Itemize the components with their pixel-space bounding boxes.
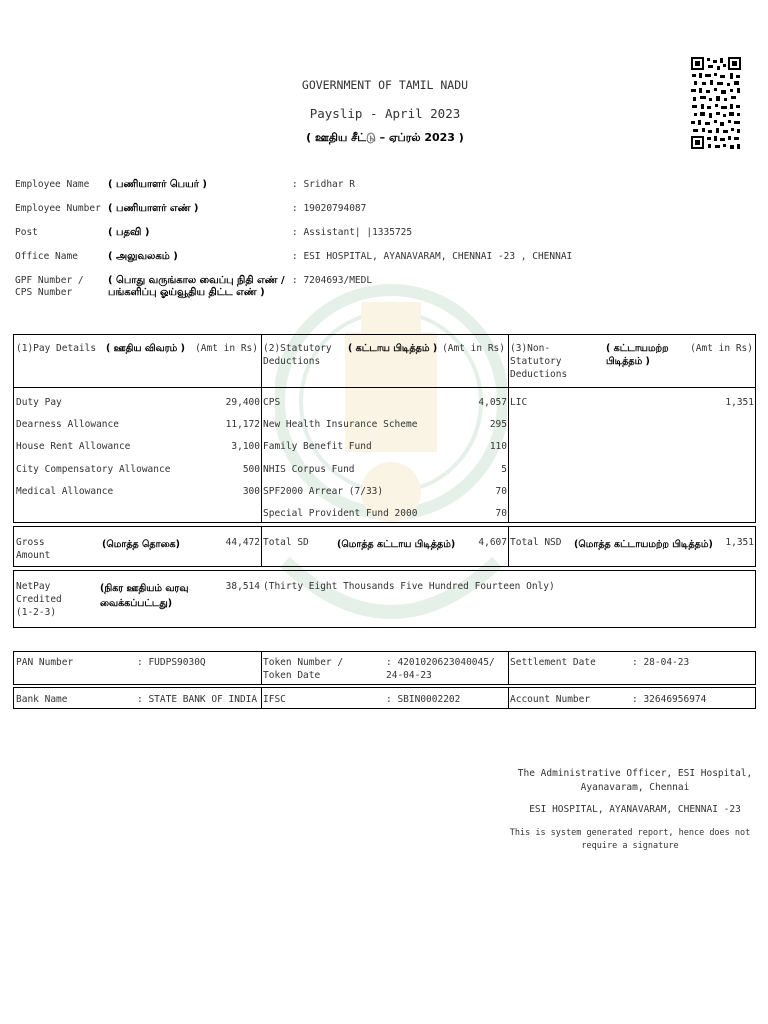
netpay-in-words: (Thirty Eight Thousands Five Hundred Fourteen Only) [263,581,555,592]
statutory-item-amount: 70 [495,508,507,519]
total-nsd-label-tamil: (மொத்த கட்டாயமற்ற பிடித்தம்) [574,539,713,550]
statutory-item-amount: 295 [489,419,507,430]
token-value: : 4201020623040045/ 24-04-23 [386,657,495,681]
office-name-value: : ESI HOSPITAL, AYANAVARAM, CHENNAI -23 , CHENNAI [292,251,573,262]
pay-item-name: House Rent Allowance [16,441,131,452]
statutory-item-name: CPS [263,397,281,408]
gpf-number-value: : 7204693/MEDL [292,275,373,286]
employee-name-row [15,179,755,201]
employee-number-label-tamil: ( பணியாளர் எண் ) [108,203,199,214]
netpay-label-tamil: (நிகர ஊதியம் வரவு வைக்கப்பட்டது) [100,583,189,609]
statutory-item-amount: 4,057 [478,397,507,408]
nonstatutory-header-tamil: ( கட்டாயமற்ற பிடித்தம் ) [606,343,669,367]
qr-code-icon [690,56,742,151]
employee-number-label: Employee Number [15,203,101,214]
pay-item-amount: 3,100 [231,441,260,452]
employee-name-label: Employee Name [15,179,90,190]
tax-token-row [13,651,756,685]
pay-item-name: Duty Pay [16,397,62,408]
statutory-item-amount: 110 [489,441,507,452]
statutory-item-name: Special Provident Fund 2000 [263,508,418,519]
settlement-date-label: Settlement Date [510,657,596,668]
statutory-item-amount: 70 [495,486,507,497]
bank-row [13,687,756,709]
statutory-amt-header: (Amt in Rs) [442,343,505,354]
administrative-officer: The Administrative Officer, ESI Hospital, Ayanavaram, Chennai [517,768,753,793]
post-label-tamil: ( பதவி ) [108,227,150,238]
pay-item-amount: 29,400 [225,397,260,408]
total-nsd-value: 1,351 [725,537,754,548]
gpf-number-row [15,275,755,307]
total-sd-label: Total SD [263,537,309,548]
government-title: GOVERNMENT OF TAMIL NADU [301,78,469,92]
settlement-date-value: : 28-04-23 [632,657,690,668]
gross-amount-value: 44,472 [225,537,260,548]
office-name-label-tamil: ( அலுவலகம் ) [108,251,178,262]
netpay-row [13,570,756,628]
statutory-item-name: SPF2000 Arrear (7/33) [263,486,384,497]
total-sd-label-tamil: (மொத்த கட்டாய பிடித்தம்) [337,539,456,550]
gross-amount-label: Gross Amount [16,537,51,561]
pay-details-amt-header: (Amt in Rs) [195,343,258,354]
employee-number-row [15,203,755,225]
employee-name-label-tamil: ( பணியாளர் பெயர் ) [108,179,207,190]
office-name-row [15,251,755,273]
gross-amount-label-tamil: (மொத்த தொகை) [102,539,180,550]
statutory-header: (2)Statutory Deductions [263,343,332,367]
pay-item-amount: 500 [242,464,260,475]
pay-details-table [13,334,756,523]
statutory-item-amount: 5 [501,464,507,475]
totals-row [13,526,756,567]
post-value: : Assistant| |1335725 [292,227,413,238]
ifsc-label: IFSC [263,694,286,705]
statutory-item-name: NHIS Corpus Fund [263,464,355,475]
pay-item-name: Medical Allowance [16,486,114,497]
total-sd-value: 4,607 [478,537,507,548]
pay-item-name: Dearness Allowance [16,419,119,430]
pay-item-amount: 11,172 [225,419,260,430]
gpf-number-label: GPF Number / CPS Number [15,275,84,298]
office-name-label: Office Name [15,251,78,262]
pay-details-header: (1)Pay Details [16,343,97,354]
pay-details-header-tamil: ( ஊதிய விவரம் ) [106,343,185,354]
total-nsd-label: Total NSD [510,537,562,548]
nonstatutory-item-name: LIC [510,397,528,408]
token-label: Token Number / Token Date [263,657,344,681]
pay-item-name: City Compensatory Allowance [16,464,171,475]
payslip-title: Payslip - April 2023 [309,106,461,121]
nonstatutory-item-amount: 1,351 [725,397,754,408]
pan-label: PAN Number [16,657,74,668]
post-row [15,227,755,249]
bank-name-value: : STATE BANK OF INDIA [137,694,258,705]
account-number-label: Account Number [510,694,591,705]
pan-value: : FUDPS9030Q [137,657,206,668]
gpf-number-label-tamil: ( பொது வருங்கால வைப்பு நிதி எண் / பங்களிப்பு ஓய்வூதிய திட்ட எண் ) [108,275,285,298]
system-generated-note: This is system generated report, hence does not require a signature [509,828,751,851]
statutory-item-name: New Health Insurance Scheme [263,419,418,430]
nonstatutory-amt-header: (Amt in Rs) [690,343,753,354]
employee-number-value: : 19020794087 [292,203,367,214]
pay-item-amount: 300 [242,486,260,497]
statutory-header-tamil: ( கட்டாய பிடித்தம் ) [348,343,438,354]
statutory-item-name: Family Benefit Fund [263,441,372,452]
footer-office: ESI HOSPITAL, AYANAVARAM, CHENNAI -23 [529,804,741,815]
bank-name-label: Bank Name [16,694,68,705]
payslip-title-tamil: ( ஊதிய சீட்டு – ஏப்ரல் 2023 ) [306,131,464,144]
netpay-value: 38,514 [225,581,260,592]
netpay-label: NetPay Credited (1-2-3) [16,581,62,618]
employee-name-value: : Sridhar R [292,179,355,190]
post-label: Post [15,227,38,238]
account-number-value: : 32646956974 [632,694,707,705]
nonstatutory-header: (3)Non-Statutory Deductions [510,343,568,380]
ifsc-value: : SBIN0002202 [386,694,461,705]
